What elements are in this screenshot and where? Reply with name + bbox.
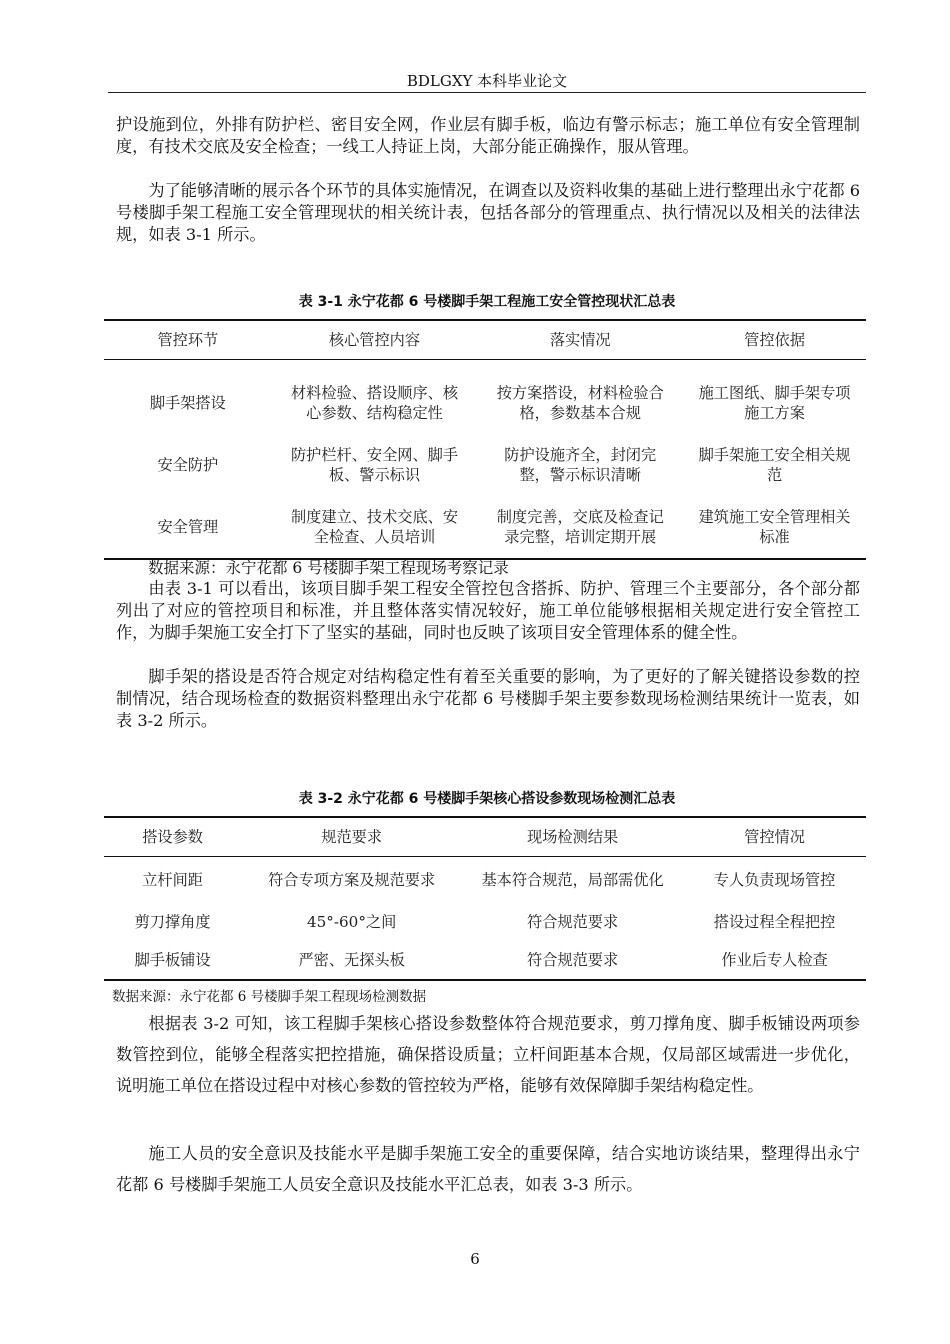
table-cell: 专人负责现场管控: [713, 871, 836, 889]
table-header-cell: 管控环节: [104, 320, 272, 360]
table-cell: 脚手板铺设: [104, 941, 241, 980]
table-2: [104, 816, 866, 981]
table-cell: 防护栏杆、安全网、脚手板、警示标识: [290, 446, 459, 484]
table-row: [104, 857, 866, 904]
table-row: [104, 360, 866, 435]
paragraph-1: 护设施到位，外排有防护栏、密目安全网，作业层有脚手板，临边有警示标志；施工单位有安全管理制度，有技术交底及安全检查；一线工人持证上岗，大部分能正确操作，服从管理。: [116, 115, 860, 156]
table-cell: 作业后专人检查: [683, 941, 866, 980]
table-row: [104, 903, 866, 941]
table-cell: 防护设施齐全，封闭完整，警示标识清晰: [504, 446, 657, 484]
table-cell: 安全防护: [157, 456, 219, 474]
table-cell: 安全管理: [104, 496, 272, 559]
table-cell: 制度建立、技术交底、安全检查、人员培训: [272, 496, 478, 559]
table-cell: 施工图纸、脚手架专项施工方案: [698, 384, 851, 422]
table-row: [104, 434, 866, 496]
table-header-cell: 核心管控内容: [272, 320, 478, 360]
table-2-caption: 表 3-2 永宁花都 6 号楼脚手架核心搭设参数现场检测汇总表: [298, 791, 676, 807]
table-cell: 符合规范要求: [462, 941, 683, 980]
header-rule: [108, 92, 866, 93]
table-cell: 45°-60°之间: [306, 913, 397, 931]
table-cell: 立杆间距: [142, 871, 203, 889]
page-number: 6: [470, 1250, 480, 1268]
table-cell: 剪刀撑角度: [134, 913, 211, 931]
table-header-cell: 落实情况: [477, 320, 683, 360]
paragraph-5: 根据表 3-2 可知，该工程脚手架核心搭设参数整体符合规范要求，剪刀撑角度、脚手板铺设两项参数管控到位，能够全程落实把控措施，确保搭设质量；立杆间距基本合规，仅局部区域需进一步优化，说明施工单位在搭设过程中对核心参数的管控较为严格，能够有效保障脚手架结构稳定性。: [116, 1014, 860, 1095]
table-2-source: 数据来源：永宁花都 6 号楼脚手架工程现场检测数据: [112, 989, 427, 1005]
table-1: [104, 319, 866, 560]
table-header-row: [104, 817, 866, 857]
page-header: BDLGXY 本科毕业论文: [406, 72, 568, 90]
table-header-cell: 现场检测结果: [462, 817, 683, 857]
table-cell: 按方案搭设，材料检验合格，参数基本合规: [496, 384, 664, 422]
table-1-source: 数据来源：永宁花都 6 号楼脚手架工程现场考察记录: [148, 559, 509, 577]
table-header-cell: 管控依据: [683, 320, 866, 360]
table-cell: 符合规范要求: [527, 913, 619, 931]
paragraph-4: 脚手架的搭设是否符合规定对结构稳定性有着至关重要的影响，为了更好的了解关键搭设参数的控制情况，结合现场检查的数据资料整理出永宁花都 6 号楼脚手架主要参数现场检测结果统计一览表，如表 3-2 所示。: [116, 667, 860, 730]
table-cell: 材料检验、搭设顺序、核心参数、结构稳定性: [290, 384, 459, 422]
table-header-row: [104, 320, 866, 360]
table-cell: 脚手架施工安全相关规范: [698, 446, 851, 484]
table-cell: 符合专项方案及规范要求: [268, 871, 436, 889]
table-row: [104, 941, 866, 980]
paragraph-6: 施工人员的安全意识及技能水平是脚手架施工安全的重要保障，结合实地访谈结果，整理得出永宁花都 6 号楼脚手架施工人员安全意识及技能水平汇总表，如表 3-3 所示。: [116, 1144, 860, 1194]
table-cell: 建筑施工安全管理相关标准: [683, 496, 866, 559]
table-cell: 搭设过程全程把控: [713, 913, 836, 931]
table-header-cell: 搭设参数: [104, 817, 241, 857]
table-header-cell: 规范要求: [241, 817, 462, 857]
paragraph-3: 由表 3-1 可以看出，该项目脚手架工程安全管控包含搭拆、防护、管理三个主要部分，各个部分都列出了对应的管控项目和标准，并且整体落实情况较好，施工单位能够根据相关规定进行安全管控工作，为脚手架施工安全打下了坚实的基础，同时也反映了该项目安全管理体系的健全性。: [116, 579, 860, 642]
table-cell: 基本符合规范，局部需优化: [481, 871, 664, 889]
table-1-caption: 表 3-1 永宁花都 6 号楼脚手架工程施工安全管控现状汇总表: [298, 294, 676, 310]
table-cell: 严密、无探头板: [241, 941, 462, 980]
table-cell: 制度完善，交底及检查记录完整，培训定期开展: [477, 496, 683, 559]
table-header-cell: 管控情况: [683, 817, 866, 857]
paragraph-2: 为了能够清晰的展示各个环节的具体实施情况，在调查以及资料收集的基础上进行整理出永宁花都 6 号楼脚手架工程施工安全管理现状的相关统计表，包括各部分的管理重点、执行情况以及相关的法律法规，如表 3-1 所示。: [116, 181, 860, 244]
table-cell: 脚手架搭设: [149, 394, 226, 412]
table-row: [104, 496, 866, 559]
